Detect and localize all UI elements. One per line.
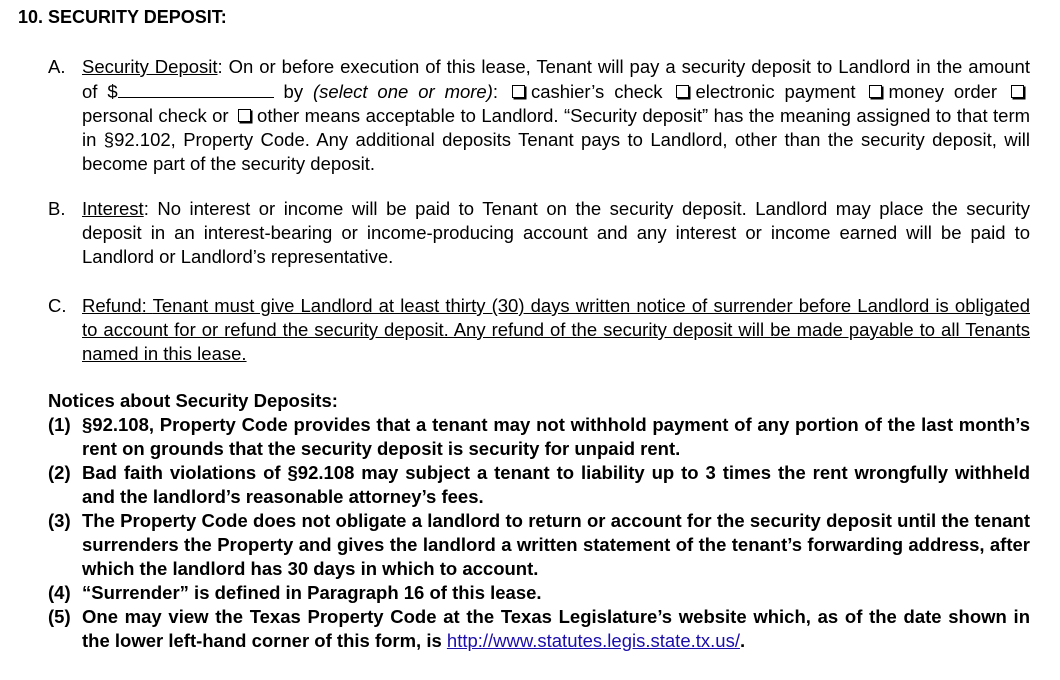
notice-number: (5) (48, 606, 71, 627)
section-title: 10. SECURITY DEPOSIT: (18, 7, 227, 27)
item-body (82, 197, 1030, 269)
notice-text: One may view the Texas Property Code at the Texas Legislature’s website which, as of the date shown in the lower left-hand corner of this form, is (82, 606, 1030, 651)
item-text: : On or before execution of this lease, Tenant will pay a security deposit to Landlord in the amount of $ (82, 56, 1030, 102)
link-suffix: . (739, 630, 746, 651)
amount-blank-field[interactable] (118, 79, 274, 98)
notice-item (48, 509, 1030, 581)
item-text: Tenant must give Landlord at least thirty (30) days written notice of surrender before Landlord is obligated to account for or refund the security deposit. Any refund of the security deposit will be made payable to all Tenants named in this lease. (82, 295, 1030, 364)
item-security-deposit (48, 55, 1030, 176)
electronic-payment-checkbox[interactable] (676, 85, 689, 98)
item-text: “Security deposit” has the meaning assigned to that term in §92.102, Property Code. Any additional deposits Tenant pays to Landlord, other than the security deposit, will become part of the security deposit. (82, 105, 1031, 174)
item-letter: C. (48, 295, 67, 316)
item-letter: B. (48, 198, 66, 219)
select-note: (select one or more) (313, 81, 493, 102)
statutes-link[interactable]: http://www.statutes.legis.state.tx.us/ (446, 630, 740, 651)
notice-text: The Property Code does not obligate a landlord to return or account for the security deposit until the tenant surrenders the Property and gives the landlord a written statement of the tenant’s forwarding address, after which the landlord has 30 days in which to account. (82, 510, 1030, 579)
notice-item (48, 461, 1030, 509)
item-text: by (273, 81, 314, 102)
item-letter: A. (48, 56, 66, 77)
item-text: : No interest or income will be paid to Tenant on the security deposit. Landlord may place the security deposit in an interest-bearing or income-producing account and any interest or income earned will be paid to Landlord or Landlord’s representative. (82, 198, 1030, 267)
item-heading: Interest (82, 198, 144, 219)
notice-text: Bad faith violations of §92.108 may subject a tenant to liability up to 3 times the rent wrongfully withheld and the landlord’s reasonable attorney’s fees. (82, 462, 1030, 507)
notice-number: (2) (48, 462, 71, 483)
item-body: Refund: Tenant must give Landlord at least thirty (30) days written notice of surrender before Landlord is obligated to account for or refund the security deposit. Any refund of the security deposit will be made payable to all Tenants named in this lease. (82, 295, 1030, 364)
cashiers-check-checkbox[interactable] (512, 85, 525, 98)
notice-number: (1) (48, 414, 71, 435)
item-interest (48, 197, 1030, 269)
notice-item (48, 581, 1030, 605)
notices-heading: Notices about Security Deposits: (48, 390, 338, 411)
notice-text: §92.108, Property Code provides that a tenant may not withhold payment of any portion of the last month’s rent on grounds that the security deposit is security for unpaid rent. (82, 414, 1030, 459)
notice-number: (3) (48, 510, 71, 531)
item-text: : (492, 81, 499, 102)
money-order-checkbox[interactable] (869, 85, 882, 98)
personal-check-checkbox[interactable] (1011, 85, 1024, 98)
item-refund (48, 294, 1030, 366)
other-means-checkbox[interactable] (238, 109, 251, 122)
notice-item (48, 605, 1030, 653)
notice-text: “Surrender” is defined in Paragraph 16 of this lease. (82, 582, 542, 603)
notices-section (48, 389, 1030, 653)
item-heading: Security Deposit (82, 56, 218, 77)
notice-item (48, 413, 1030, 461)
option-label: other means acceptable to Landlord. (257, 105, 559, 126)
option-label: electronic payment (695, 81, 856, 102)
item-heading: Refund (82, 295, 142, 316)
option-label: money order (888, 81, 998, 102)
item-body (82, 55, 1030, 176)
notice-number: (4) (48, 582, 71, 603)
option-label: personal check or (82, 105, 229, 126)
option-label: cashier’s check (530, 81, 663, 102)
